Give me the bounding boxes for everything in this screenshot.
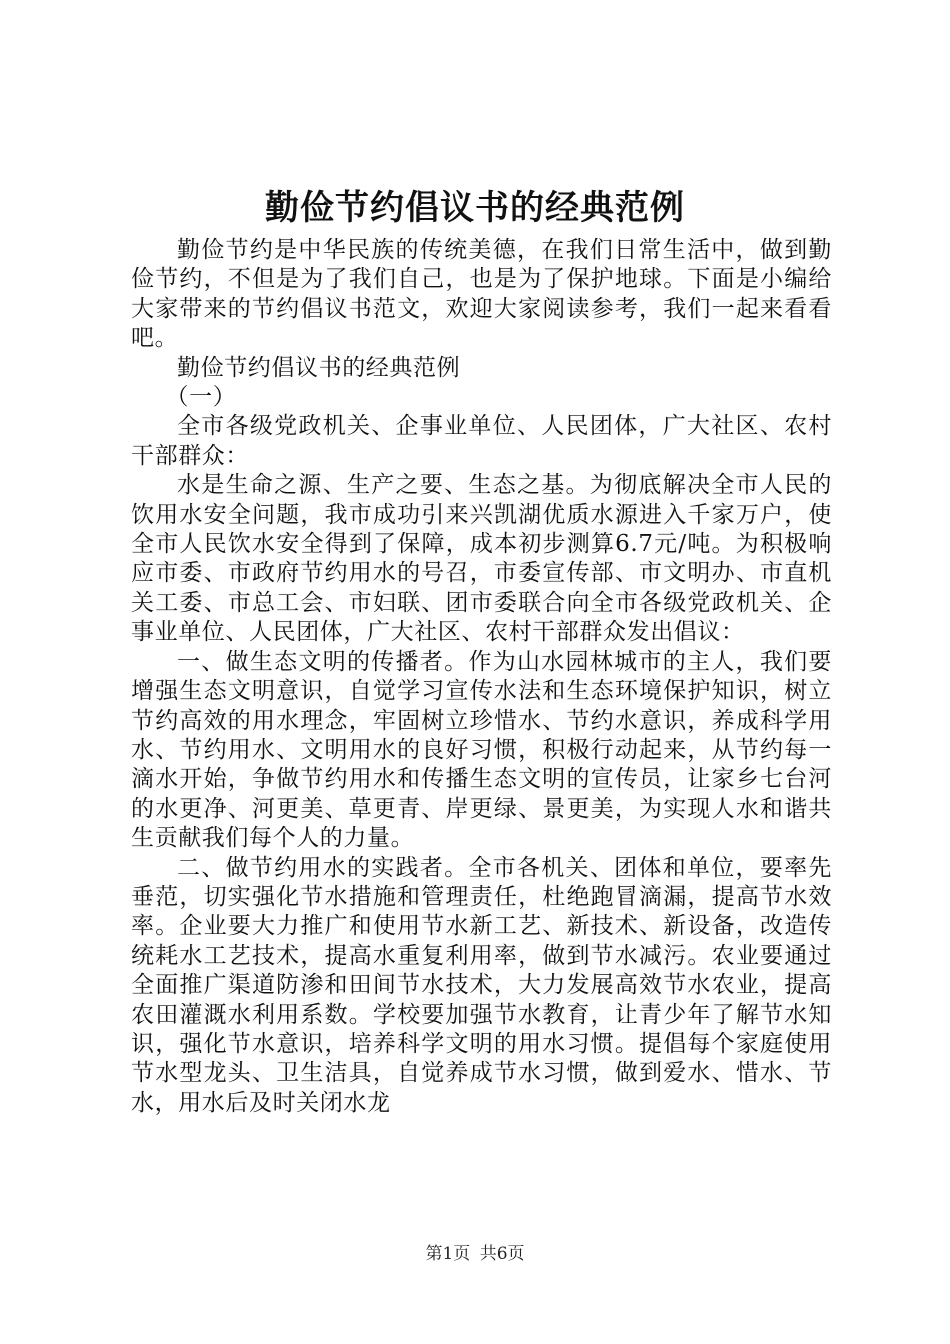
body-paragraph: 水是生命之源、生产之要、生态之基。为彻底解决全市人民的饮用水安全问题，我市成功引来兴凯湖优质水源进入千家万户，使全市人民饮水安全得到了保障，成本初步测算6.7元/吨。为积极响应市委、市政府节约用水的号召，市委宣传部、市文明办、市直机关工委、市总工会、市妇联、团市委联合向全市各级党政机关、企事业单位、人民团体，广大社区、农村干部群众发出倡议： <box>131 472 832 646</box>
document-body <box>131 236 832 1118</box>
salutation-paragraph: 全市各级党政机关、企事业单位、人民团体，广大社区、农村干部群众： <box>131 413 832 469</box>
section-number: （一） <box>165 384 237 411</box>
page-number-footer: 第1页 共6页 <box>425 1244 525 1264</box>
intro-paragraph: 勤俭节约是中华民族的传统美德，在我们日常生活中，做到勤俭节约，不但是为了我们自己，也是为了保护地球。下面是小编给大家带来的节约倡议书范文，欢迎大家阅读参考，我们一起来看看吧。 <box>131 237 832 352</box>
body-paragraph: 一、做生态文明的传播者。作为山水园林城市的主人，我们要增强生态文明意识，自觉学习宣传水法和生态环境保护知识，树立节约高效的用水理念，牢固树立珍惜水、节约水意识，养成科学用水、节约用水、文明用水的良好习惯，积极行动起来，从节约每一滴水开始，争做节约用水和传播生态文明的宣传员，让家乡七台河的水更净、河更美、草更青、岸更绿、景更美，为实现人水和谐共生贡献我们每个人的力量。 <box>131 648 832 852</box>
section-heading: 勤俭节约倡议书的经典范例 <box>177 354 461 381</box>
body-paragraph: 二、做节约用水的实践者。全市各机关、团体和单位，要率先垂范，切实强化节水措施和管理责任，杜绝跑冒滴漏，提高节水效率。企业要大力推广和使用节水新工艺、新技术、新设备，改造传统耗水工艺技术，提高水重复利用率，做到节水减污。农业要通过全面推广渠道防渗和田间节水技术，大力发展高效节水农业，提高农田灌溉水利用系数。学校要加强节水教育，让青少年了解节水知识，强化节水意识，培养科学文明的用水习惯。提倡每个家庭使用节水型龙头、卫生洁具，自觉养成节水习惯，做到爱水、惜水、节水，用水后及时关闭水龙 <box>131 854 832 1116</box>
document-title: 勤俭节约倡议书的经典范例 <box>265 188 685 228</box>
